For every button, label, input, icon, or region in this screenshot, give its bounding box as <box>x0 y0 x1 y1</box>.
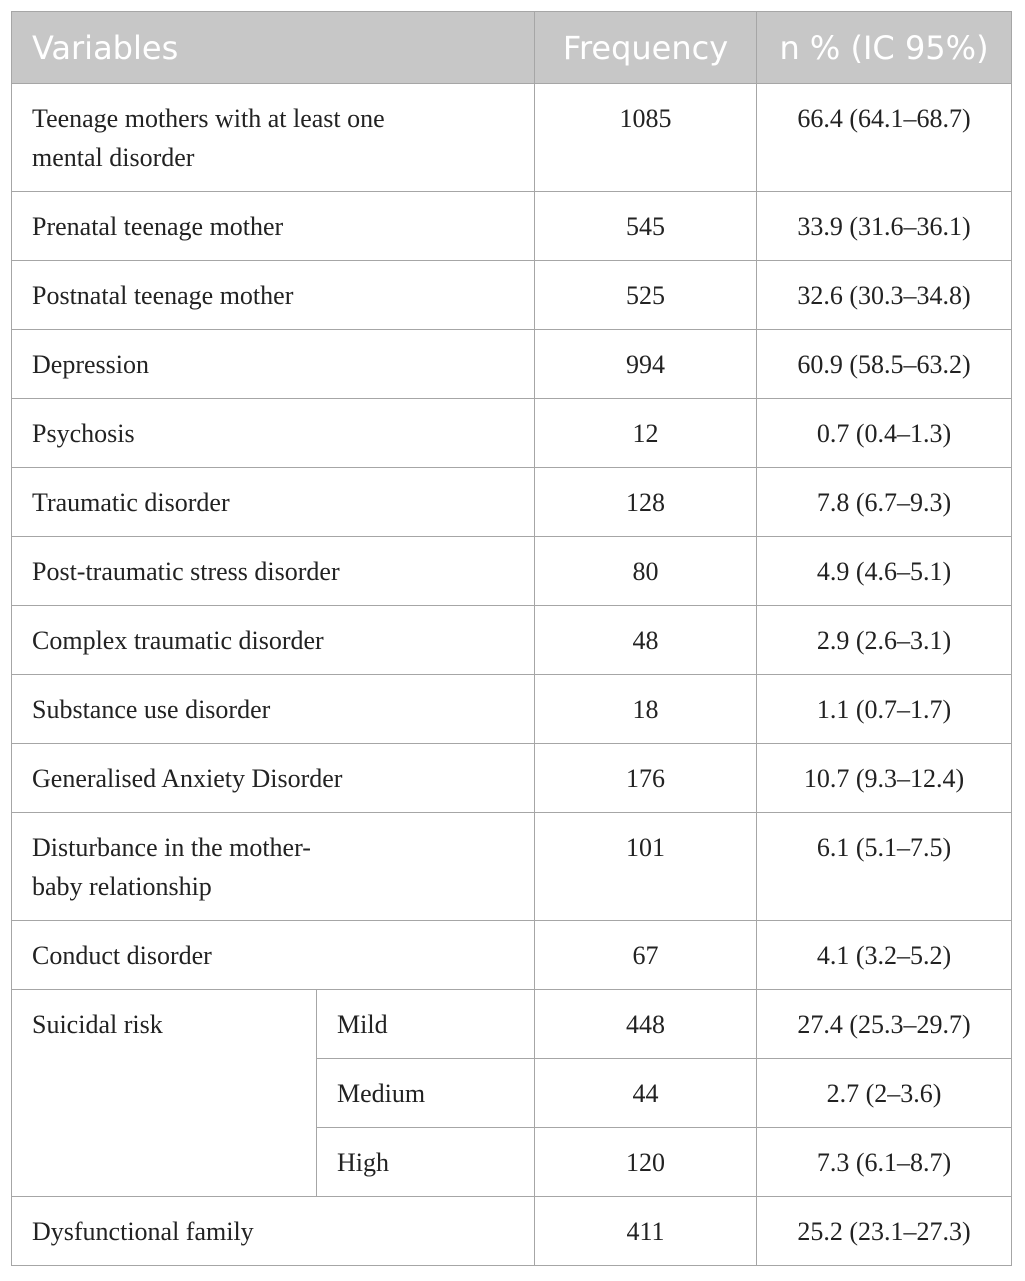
suicidal-level: High <box>317 1128 535 1197</box>
row-frequency: 80 <box>535 537 757 606</box>
suicidal-risk-label: Suicidal risk <box>12 990 317 1197</box>
row-frequency: 12 <box>535 399 757 468</box>
row-frequency: 120 <box>535 1128 757 1197</box>
row-label: Substance use disorder <box>12 675 535 744</box>
row-percent: 2.7 (2–3.6) <box>757 1059 1012 1128</box>
row-percent: 32.6 (30.3–34.8) <box>757 261 1012 330</box>
row-label: Post-traumatic stress disorder <box>12 537 535 606</box>
table-row <box>12 330 1012 399</box>
suicidal-level: Mild <box>317 990 535 1059</box>
row-percent: 6.1 (5.1–7.5) <box>757 813 1012 921</box>
row-label: Complex traumatic disorder <box>12 606 535 675</box>
table-row <box>12 537 1012 606</box>
row-label: Dysfunctional family <box>12 1197 535 1266</box>
row-percent: 7.8 (6.7–9.3) <box>757 468 1012 537</box>
table-row <box>12 468 1012 537</box>
row-frequency: 176 <box>535 744 757 813</box>
row-percent: 66.4 (64.1–68.7) <box>757 84 1012 192</box>
row-frequency: 101 <box>535 813 757 921</box>
row-frequency: 545 <box>535 192 757 261</box>
header-row <box>12 12 1012 84</box>
table-row-suicidal-mild <box>12 990 1012 1059</box>
row-label: Prenatal teenage mother <box>12 192 535 261</box>
table-row <box>12 921 1012 990</box>
table-row <box>12 744 1012 813</box>
row-label: Disturbance in the mother-baby relationship <box>12 813 535 921</box>
row-percent: 33.9 (31.6–36.1) <box>757 192 1012 261</box>
table-row <box>12 84 1012 192</box>
row-percent: 4.9 (4.6–5.1) <box>757 537 1012 606</box>
table-row <box>12 192 1012 261</box>
row-label: Traumatic disorder <box>12 468 535 537</box>
row-frequency: 1085 <box>535 84 757 192</box>
row-label: Teenage mothers with at least one mental disorder <box>12 84 535 192</box>
row-percent: 10.7 (9.3–12.4) <box>757 744 1012 813</box>
row-frequency: 18 <box>535 675 757 744</box>
row-label: Psychosis <box>12 399 535 468</box>
row-percent: 60.9 (58.5–63.2) <box>757 330 1012 399</box>
row-label: Postnatal teenage mother <box>12 261 535 330</box>
table-body <box>12 84 1012 1266</box>
row-frequency: 44 <box>535 1059 757 1128</box>
row-label: Conduct disorder <box>12 921 535 990</box>
suicidal-level: Medium <box>317 1059 535 1128</box>
row-percent: 0.7 (0.4–1.3) <box>757 399 1012 468</box>
row-percent: 1.1 (0.7–1.7) <box>757 675 1012 744</box>
table-row <box>12 606 1012 675</box>
row-frequency: 48 <box>535 606 757 675</box>
table-row <box>12 675 1012 744</box>
mental-disorders-table <box>11 11 1012 1266</box>
row-label: Generalised Anxiety Disorder <box>12 744 535 813</box>
row-percent: 7.3 (6.1–8.7) <box>757 1128 1012 1197</box>
row-label: Depression <box>12 330 535 399</box>
header-percent: n % (IC 95%) <box>757 12 1012 84</box>
table-row <box>12 1197 1012 1266</box>
table-row <box>12 813 1012 921</box>
row-frequency: 67 <box>535 921 757 990</box>
row-frequency: 128 <box>535 468 757 537</box>
row-percent: 4.1 (3.2–5.2) <box>757 921 1012 990</box>
header-frequency: Frequency <box>535 12 757 84</box>
row-percent: 27.4 (25.3–29.7) <box>757 990 1012 1059</box>
table-row <box>12 399 1012 468</box>
row-percent: 2.9 (2.6–3.1) <box>757 606 1012 675</box>
row-frequency: 448 <box>535 990 757 1059</box>
table-row <box>12 261 1012 330</box>
table-header <box>12 12 1012 84</box>
header-variables: Variables <box>12 12 535 84</box>
row-frequency: 994 <box>535 330 757 399</box>
row-frequency: 525 <box>535 261 757 330</box>
row-frequency: 411 <box>535 1197 757 1266</box>
row-percent: 25.2 (23.1–27.3) <box>757 1197 1012 1266</box>
